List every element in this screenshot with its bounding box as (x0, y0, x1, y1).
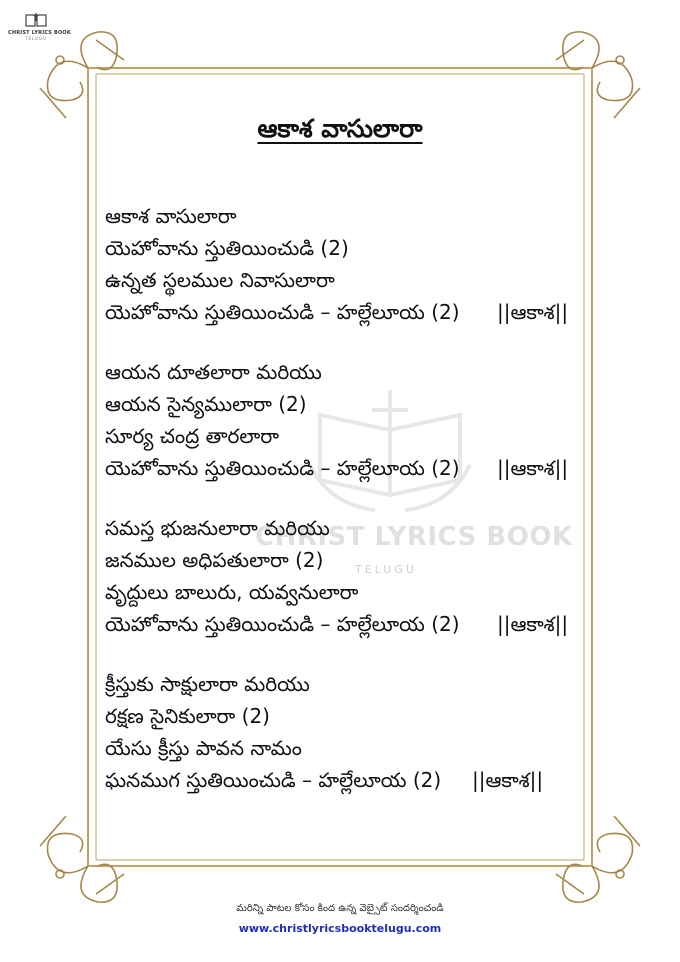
lyric-line: ఘనముగ స్తుతియించుడి – హల్లేలూయ (2) (105, 768, 442, 792)
lyric-line: యెహోవాను స్తుతియించుడి (2) (105, 236, 349, 260)
lyric-line: జనముల అధిపతులారా (2) (105, 548, 324, 572)
lyric-line: వృద్దులు బాలురు, యవ్వనులారా (105, 580, 359, 604)
site-logo (8, 12, 71, 41)
lyric-line: సమస్త భుజనులారా మరియు (105, 516, 330, 540)
stanza (105, 200, 569, 328)
corner-ornament-bottom-right-icon (556, 816, 640, 902)
lyric-line: యెహోవాను స్తుతియించుడి – హల్లేలూయ (2) (105, 300, 460, 324)
refrain-marker: ||ఆకాశ|| (497, 612, 569, 636)
refrain-marker: ||ఆకాశ|| (497, 300, 569, 324)
corner-ornament-top-left-icon (40, 32, 124, 118)
website-link[interactable]: www.christlyricsbooktelugu.com (238, 922, 442, 935)
lyric-line: యెహోవాను స్తుతియించుడి – హల్లేలూయ (2) (105, 612, 460, 636)
lyric-line-with-refrain (105, 296, 569, 328)
logo-title: CHRIST LYRICS BOOK (8, 30, 71, 36)
lyric-line-with-refrain (105, 764, 544, 796)
footer-note: మరిన్ని పాటల కోసం కింద ఉన్న వెబ్సైట్ సందర్శించండి (236, 903, 444, 914)
book-cross-icon (25, 12, 47, 28)
corner-ornament-top-right-icon (556, 32, 640, 118)
corner-ornament-bottom-left-icon (40, 816, 124, 902)
lyric-line: యెహోవాను స్తుతియించుడి – హల్లేలూయ (2) (105, 456, 460, 480)
lyric-line: ఆకాశ వాసులారా (105, 204, 237, 228)
lyric-line: ఉన్నత స్థలముల నివాసులారా (105, 268, 335, 292)
lyric-line: రక్షణ సైనికులారా (2) (105, 704, 270, 728)
stanza (105, 356, 569, 484)
song-title: ఆకాశ వాసులారా (257, 114, 423, 143)
refrain-marker: ||ఆకాశ|| (472, 768, 544, 792)
lyric-line: యేసు క్రీస్తు పావన నామం (105, 736, 302, 760)
watermark-title: CHRIST LYRICS BOOK (255, 522, 573, 552)
stanza (105, 512, 569, 640)
lyric-line: ఆయన దూతలారా మరియు (105, 360, 322, 384)
refrain-marker: ||ఆకాశ|| (497, 456, 569, 480)
lyric-line-with-refrain (105, 452, 569, 484)
watermark-subtitle: TELUGU (355, 563, 417, 576)
lyric-line: ఆయన సైన్యములారా (2) (105, 392, 307, 416)
stanza (105, 668, 544, 796)
logo-subtitle: TELUGU (25, 36, 47, 41)
lyric-line-with-refrain (105, 608, 569, 640)
lyric-line: సూర్య చంద్ర తారలారా (105, 424, 279, 448)
lyric-line: క్రీస్తుకు సాక్షులారా మరియు (105, 672, 310, 696)
lyrics-body (105, 200, 569, 824)
